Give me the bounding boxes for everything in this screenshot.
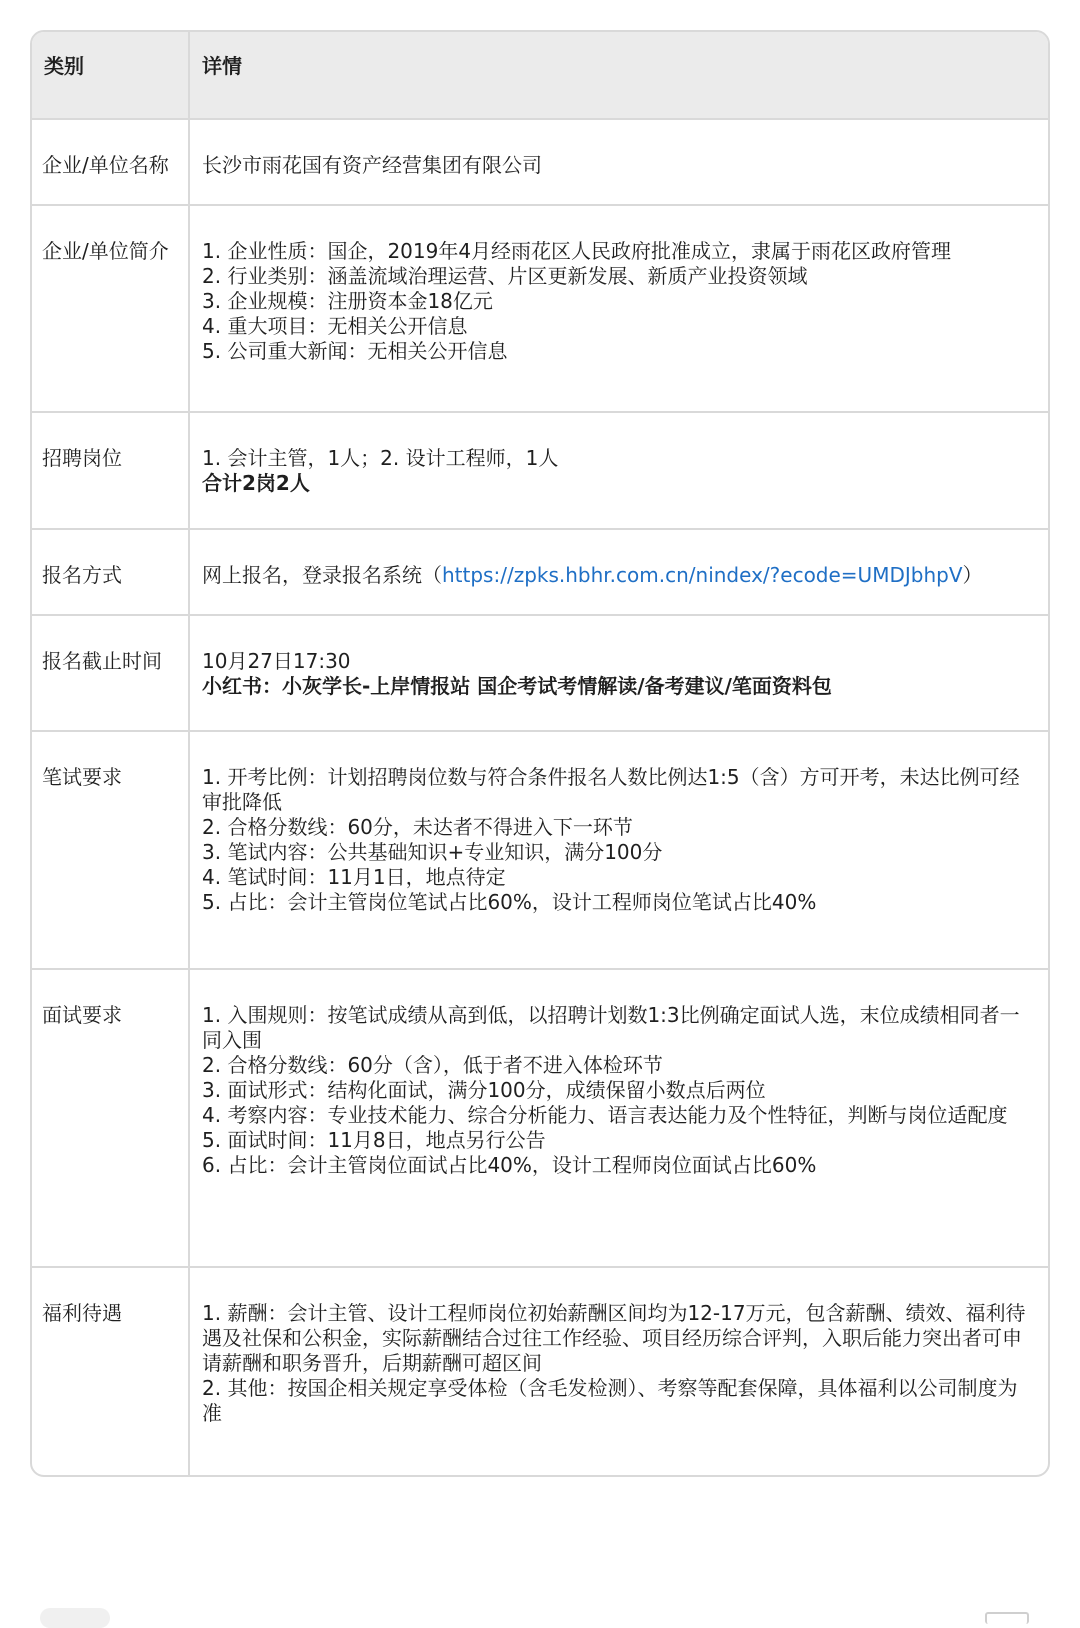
table-row [32,969,1048,1267]
detail-line: 1. 薪酬：会计主管、设计工程师岗位初始薪酬区间均为12-17万元，包含薪酬、绩效、福利待遇及社保和公积金，实际薪酬结合过往工作经验、项目经历综合评判，入职后能力突出者可申请薪酬和职务晋升，后期薪酬可超区间 [202,1301,1026,1375]
row-category: 报名方式 [32,529,189,615]
detail-line: 2. 合格分数线：60分（含），低于者不进入体检环节 [202,1053,663,1077]
row-detail [189,1267,1048,1475]
detail-line: 3. 企业规模：注册资本金18亿元 [202,289,493,313]
table-row [32,1267,1048,1475]
detail-suffix: ） [962,563,983,587]
detail-line: 5. 公司重大新闻：无相关公开信息 [202,339,508,363]
detail-line: 1. 会计主管，1人；2. 设计工程师，1人 [202,446,559,470]
row-category: 笔试要求 [32,731,189,969]
row-detail [189,119,1048,205]
detail-line: 5. 面试时间：11月8日，地点另行公告 [202,1128,546,1152]
detail-line: 4. 重大项目：无相关公开信息 [202,314,468,338]
detail-line: 3. 笔试内容：公共基础知识+专业知识，满分100分 [202,840,663,864]
table-row [32,412,1048,529]
detail-line: 1. 开考比例：计划招聘岗位数与符合条件报名人数比例达1:5（含）方可开考，未达比例可经审批降低 [202,765,1020,814]
detail-line: 10月27日17:30 [202,649,351,673]
row-detail [189,731,1048,969]
row-category: 报名截止时间 [32,615,189,731]
row-detail [189,412,1048,529]
detail-line: 3. 面试形式：结构化面试，满分100分，成绩保留小数点后两位 [202,1078,766,1102]
info-table-container [30,30,1050,1477]
detail-line: 5. 占比：会计主管岗位笔试占比60%，设计工程师岗位笔试占比40% [202,890,817,914]
row-category: 招聘岗位 [32,412,189,529]
detail-line: 1. 入围规则：按笔试成绩从高到低，以招聘计划数1:3比例确定面试人选，末位成绩相同者一同入围 [202,1003,1020,1052]
bottom-avatar-placeholder [40,1608,110,1628]
detail-promo-line: 小红书：小灰学长-上岸情报站 国企考试考情解读/备考建议/笔面资料包 [202,674,832,698]
table-row [32,205,1048,412]
row-category: 企业/单位名称 [32,119,189,205]
detail-line: 1. 企业性质：国企，2019年4月经雨花区人民政府批准成立，隶属于雨花区政府管理 [202,239,952,263]
registration-link[interactable]: https://zpks.hbhr.com.cn/nindex/?ecode=UMDJbhpV [442,563,963,587]
row-detail [189,205,1048,412]
bottom-corner-icon [985,1612,1029,1624]
detail-line: 2. 行业类别：涵盖流域治理运营、片区更新发展、新质产业投资领域 [202,264,808,288]
detail-line: 长沙市雨花国有资产经营集团有限公司 [202,153,542,177]
row-detail [189,969,1048,1267]
row-detail [189,529,1048,615]
row-category: 企业/单位简介 [32,205,189,412]
table-row [32,615,1048,731]
detail-line: 6. 占比：会计主管岗位面试占比40%，设计工程师岗位面试占比60% [202,1153,817,1177]
detail-line: 4. 笔试时间：11月1日，地点待定 [202,865,506,889]
info-table [32,32,1048,1475]
detail-line: 2. 合格分数线：60分，未达者不得进入下一环节 [202,815,633,839]
detail-total-line: 合计2岗2人 [202,471,310,495]
table-header-row [32,32,1048,119]
row-detail [189,615,1048,731]
row-category: 面试要求 [32,969,189,1267]
header-detail: 详情 [189,32,1048,119]
detail-line: 4. 考察内容：专业技术能力、综合分析能力、语言表达能力及个性特征，判断与岗位适配度 [202,1103,1008,1127]
detail-prefix: 网上报名，登录报名系统（ [202,563,442,587]
table-row [32,731,1048,969]
header-category: 类别 [32,32,189,119]
table-row [32,529,1048,615]
detail-line: 2. 其他：按国企相关规定享受体检（含毛发检测）、考察等配套保障，具体福利以公司制度为准 [202,1376,1018,1425]
row-category: 福利待遇 [32,1267,189,1475]
table-row [32,119,1048,205]
